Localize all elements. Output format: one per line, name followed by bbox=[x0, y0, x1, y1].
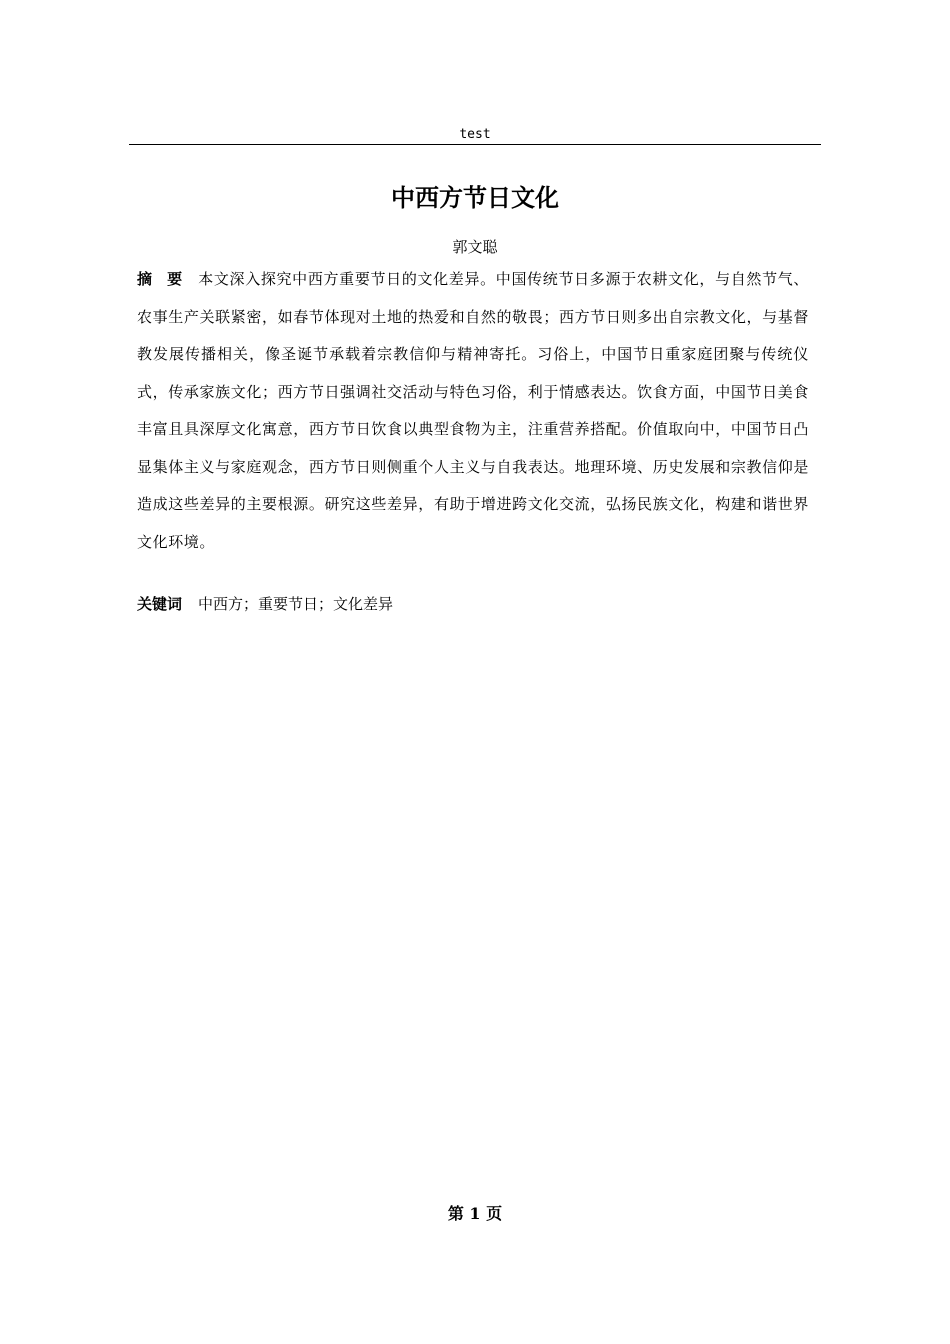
abstract-label: 摘 要 bbox=[137, 270, 183, 288]
abstract-paragraph bbox=[137, 261, 809, 561]
page-header: test bbox=[459, 127, 491, 142]
keywords-line bbox=[137, 592, 809, 616]
header-divider bbox=[129, 144, 821, 145]
author-name: 郭文聪 bbox=[452, 238, 498, 256]
page-number: 第 1 页 bbox=[447, 1204, 503, 1223]
keywords-label: 关键词 bbox=[137, 595, 183, 613]
abstract-text: 本文深入探究中西方重要节日的文化差异。中国传统节日多源于农耕文化，与自然节气、农事生产关联紧密，如春节体现对土地的热爱和自然的敬畏；西方节日则多出自宗教文化，与基督教发展传播相关，像圣诞节承载着宗教信仰与精神寄托。习俗上，中国节日重家庭团聚与传统仪式，传承家族文化；西方节日强调社交活动与特色习俗，利于情感表达。饮食方面，中国节日美食丰富且具深厚文化寓意，西方节日饮食以典型食物为主，注重营养搭配。价值取向中，中国节日凸显集体主义与家庭观念，西方节日则侧重个人主义与自我表达。地理环境、历史发展和宗教信仰是造成这些差异的主要根源。研究这些差异，有助于增进跨文化交流，弘扬民族文化，构建和谐世界文化环境。 bbox=[137, 270, 809, 551]
keywords-text: 中西方；重要节日；文化差异 bbox=[198, 595, 394, 613]
document-title: 中西方节日文化 bbox=[391, 184, 559, 212]
